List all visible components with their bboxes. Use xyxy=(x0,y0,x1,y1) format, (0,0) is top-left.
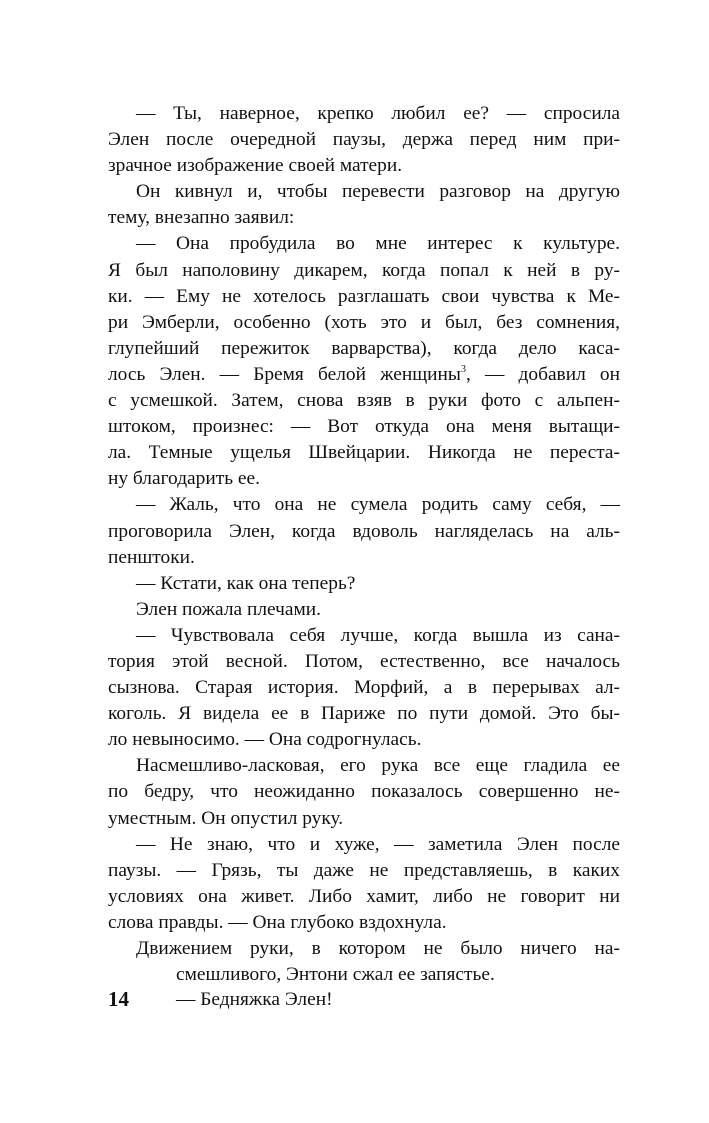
text-line xyxy=(108,179,620,205)
text-line-content: паузы. — Грязь, ты даже не представляешь, в каких xyxy=(108,859,620,881)
text-line-content: ки. — Ему не хотелось разглашать свои чувства к Ме- xyxy=(108,285,620,307)
text-line-content: ну благодарить ее. xyxy=(108,468,260,490)
text-line xyxy=(108,727,620,753)
text-line xyxy=(108,675,620,701)
text-line-content: смешливого, Энтони сжал ее запястье. xyxy=(176,964,495,986)
text-line-content: тему, внезапно заявил: xyxy=(108,207,295,229)
text-line xyxy=(108,701,620,727)
text-line xyxy=(108,153,620,179)
text-line-content: уместным. Он опустил руку. xyxy=(108,807,344,829)
text-line xyxy=(108,962,620,988)
text-line-content: ло невыносимо. — Она содрогнулась. xyxy=(108,729,422,751)
text-line-content: Я был наполовину дикарем, когда попал к ней в ру- xyxy=(108,259,620,281)
text-line-content: Элен после очередной паузы, держа перед ним при- xyxy=(108,129,620,151)
text-line-content: глупейший пережиток варварства), когда дело каса- xyxy=(108,337,620,359)
text-line-content: пенштоки. xyxy=(108,546,195,568)
text-line xyxy=(108,649,620,675)
text-line xyxy=(108,884,620,910)
text-line xyxy=(108,806,620,832)
body-text xyxy=(108,101,620,988)
text-line xyxy=(108,936,620,962)
text-line-content: по бедру, что неожиданно показалось совершенно не- xyxy=(108,781,620,803)
text-line xyxy=(108,858,620,884)
text-line-content: — Не знаю, что и хуже, — заметила Элен после xyxy=(136,833,620,855)
text-line-content: проговорила Элен, когда вдоволь нагляделась на аль- xyxy=(108,520,620,542)
text-line xyxy=(108,362,620,388)
final-dialogue-line: — Бедняжка Элен! xyxy=(176,989,333,1010)
text-line xyxy=(108,545,620,571)
text-line xyxy=(108,492,620,518)
text-line xyxy=(108,832,620,858)
text-line xyxy=(108,336,620,362)
text-line xyxy=(108,310,620,336)
text-line xyxy=(108,519,620,545)
text-line xyxy=(108,205,620,231)
text-line-content: тория этой весной. Потом, естественно, все началось xyxy=(108,650,620,672)
text-line-content: ри Эмберли, особенно (хоть это и был, без сомнения, xyxy=(108,311,620,333)
page-number: 14 xyxy=(108,987,129,1011)
text-line xyxy=(108,571,620,597)
text-line xyxy=(108,231,620,257)
text-line-content: Элен пожала плечами. xyxy=(136,598,321,620)
text-line-content: — Кстати, как она теперь? xyxy=(136,572,356,594)
text-line-content: коголь. Я видела ее в Париже по пути домой. Это бы- xyxy=(108,703,620,725)
text-line-content: Движением руки, в котором не было ничего на- xyxy=(136,938,620,959)
text-line-content: Насмешливо-ласковая, его рука все еще гладила ее xyxy=(136,755,620,777)
text-line xyxy=(108,127,620,153)
text-line-content: лось Элен. — Бремя белой женщины xyxy=(108,363,461,385)
text-line-content: слова правды. — Она глубоко вздохнула. xyxy=(108,911,447,933)
text-line xyxy=(108,779,620,805)
text-line-content: ла. Темные ущелья Швейцарии. Никогда не переста- xyxy=(108,442,620,464)
text-line xyxy=(108,623,620,649)
text-line xyxy=(108,910,620,936)
text-line xyxy=(108,258,620,284)
text-line-content: — Чувствовала себя лучше, когда вышла из сана- xyxy=(136,624,620,646)
text-line-tail: , — добавил он xyxy=(465,363,620,385)
text-line xyxy=(108,388,620,414)
text-line-content: — Жаль, что она не сумела родить саму себя, — xyxy=(136,494,620,516)
text-line xyxy=(108,414,620,440)
text-line xyxy=(108,597,620,623)
text-line-content: штоком, произнес: — Вот откуда она меня вытащи- xyxy=(108,416,620,438)
text-line xyxy=(108,284,620,310)
text-line-content: с усмешкой. Затем, снова взяв в руки фото с альпен- xyxy=(108,390,620,412)
text-line xyxy=(108,753,620,779)
text-line-content: сызнова. Старая история. Морфий, а в перерывах ал- xyxy=(108,677,620,699)
footnote-marker: 3 xyxy=(460,363,466,375)
text-line xyxy=(108,440,620,466)
text-line xyxy=(108,466,620,492)
text-line-content: — Ты, наверное, крепко любил ее? — спросила xyxy=(136,103,620,124)
text-line-content: зрачное изображение своей матери. xyxy=(108,155,403,177)
text-line-content: Он кивнул и, чтобы перевести разговор на другую xyxy=(136,181,620,203)
text-line-content: — Она пробудила во мне интерес к культуре. xyxy=(136,233,620,255)
text-line xyxy=(108,101,620,127)
text-line-content: условиях она живет. Либо хамит, либо не говорит ни xyxy=(108,885,620,907)
